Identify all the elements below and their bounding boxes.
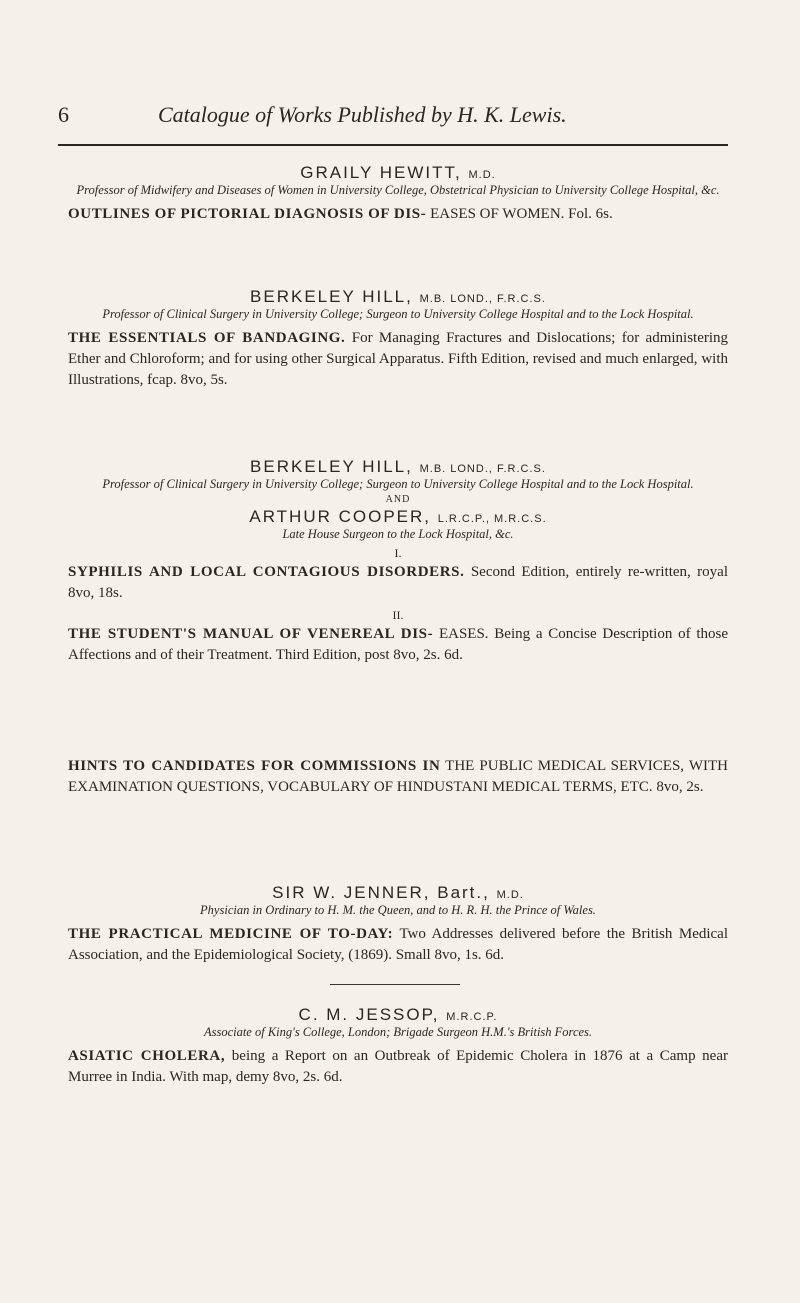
author-label: BERKELEY HILL, bbox=[250, 457, 413, 476]
section-divider bbox=[330, 984, 460, 985]
and-word: AND bbox=[385, 494, 411, 505]
author-degrees: M.D. bbox=[496, 889, 524, 901]
book-title: THE STUDENT'S MANUAL OF VENEREAL DIS- bbox=[68, 626, 434, 642]
author-label: BERKELEY HILL, bbox=[250, 287, 413, 306]
author-degrees: M.B. LOND., F.R.C.S. bbox=[419, 293, 546, 305]
book-description: For Managing Fractures and Dislocations; for administering Ether and Chloroform; and for using other Surgical Apparatus. Fifth Edition, revised and much enlarged, with Illustrations, fcap. 8vo, 5s. bbox=[68, 330, 729, 388]
author-affiliation: Physician in Ordinary to H. M. the Queen, and to H. R. H. the Prince of Wales. bbox=[200, 903, 596, 917]
book-listing bbox=[68, 328, 728, 391]
author-label: GRAILY HEWITT, bbox=[300, 163, 462, 182]
book-description: Second Edition, entirely re-written, royal 8vo, 18s. bbox=[68, 564, 728, 601]
author-label: C. M. JESSOP, bbox=[298, 1005, 440, 1024]
coauthor-name bbox=[68, 507, 728, 527]
coauthor-label: ARTHUR COOPER, bbox=[249, 507, 432, 526]
item-number: I. bbox=[394, 546, 402, 560]
entry-graily-hewitt bbox=[68, 163, 728, 225]
book-title: THE ESSENTIALS OF BANDAGING. bbox=[68, 330, 346, 346]
book-description: EASES. Being a Concise Description of those Affections and of their Treatment. Third Edition, post 8vo, 2s. 6d. bbox=[68, 626, 728, 663]
author-degrees: M.D. bbox=[468, 169, 496, 181]
author-name bbox=[68, 457, 728, 477]
author-affiliation: Professor of Clinical Surgery in University College; Surgeon to University College Hospital and to the Lock Hospital. bbox=[102, 477, 694, 491]
author-affiliation: Professor of Midwifery and Diseases of Women in University College, Obstetrical Physician to University College Hospital, &c. bbox=[76, 183, 720, 197]
book-description: EASES OF WOMEN. Fol. 6s. bbox=[430, 206, 613, 222]
author-name bbox=[68, 287, 728, 307]
running-title: Catalogue of Works Published by H. K. Lewis. bbox=[158, 102, 567, 127]
book-description: Two Addresses delivered before the British Medical Association, and the Epidemiological Society, (1869). Small 8vo, 1s. 6d. bbox=[68, 926, 728, 963]
book-description: THE PUBLIC MEDICAL SERVICES, WITH EXAMINATION QUESTIONS, VOCABULARY OF HINDUSTANI MEDICAL TERMS, ETC. 8vo, 2s. bbox=[68, 758, 728, 795]
book-listing bbox=[68, 562, 728, 604]
coauthor-degrees: L.R.C.P., M.R.C.S. bbox=[437, 513, 547, 525]
book-title: OUTLINES OF PICTORIAL DIAGNOSIS OF DIS- bbox=[68, 206, 427, 222]
entry-jenner bbox=[68, 883, 728, 966]
book-title: HINTS TO CANDIDATES FOR COMMISSIONS IN bbox=[68, 758, 441, 774]
item-number: II. bbox=[392, 608, 404, 622]
book-title: SYPHILIS AND LOCAL CONTAGIOUS DISORDERS. bbox=[68, 564, 465, 580]
entry-jessop bbox=[68, 1005, 728, 1088]
book-listing bbox=[68, 624, 728, 666]
author-name bbox=[68, 883, 728, 903]
book-description: being a Report on an Outbreak of Epidemic Cholera in 1876 at a Camp near Murree in India. With map, demy 8vo, 2s. 6d. bbox=[68, 1048, 728, 1085]
book-listing bbox=[68, 204, 728, 225]
book-listing bbox=[68, 924, 728, 966]
author-degrees: M.R.C.P. bbox=[446, 1011, 498, 1023]
author-degrees: M.B. LOND., F.R.C.S. bbox=[419, 463, 546, 475]
author-affiliation: Associate of King's College, London; Brigade Surgeon H.M.'s British Forces. bbox=[203, 1025, 593, 1039]
entry-hill-cooper bbox=[68, 457, 728, 666]
book-title: THE PRACTICAL MEDICINE OF TO-DAY: bbox=[68, 926, 394, 942]
book-title: ASIATIC CHOLERA, bbox=[68, 1048, 226, 1064]
book-listing bbox=[68, 756, 728, 798]
book-listing bbox=[68, 1046, 728, 1088]
author-name bbox=[68, 1005, 728, 1025]
page-number: 6 bbox=[58, 102, 69, 127]
page-header bbox=[58, 100, 728, 146]
author-label: SIR W. JENNER, Bart., bbox=[272, 883, 490, 902]
author-affiliation: Professor of Clinical Surgery in University College; Surgeon to University College Hospital and to the Lock Hospital. bbox=[102, 307, 694, 321]
entry-berkeley-hill bbox=[68, 287, 728, 391]
coauthor-affiliation: Late House Surgeon to the Lock Hospital, &c. bbox=[282, 527, 514, 541]
entry-hints-to-candidates bbox=[68, 750, 728, 798]
author-name bbox=[68, 163, 728, 183]
